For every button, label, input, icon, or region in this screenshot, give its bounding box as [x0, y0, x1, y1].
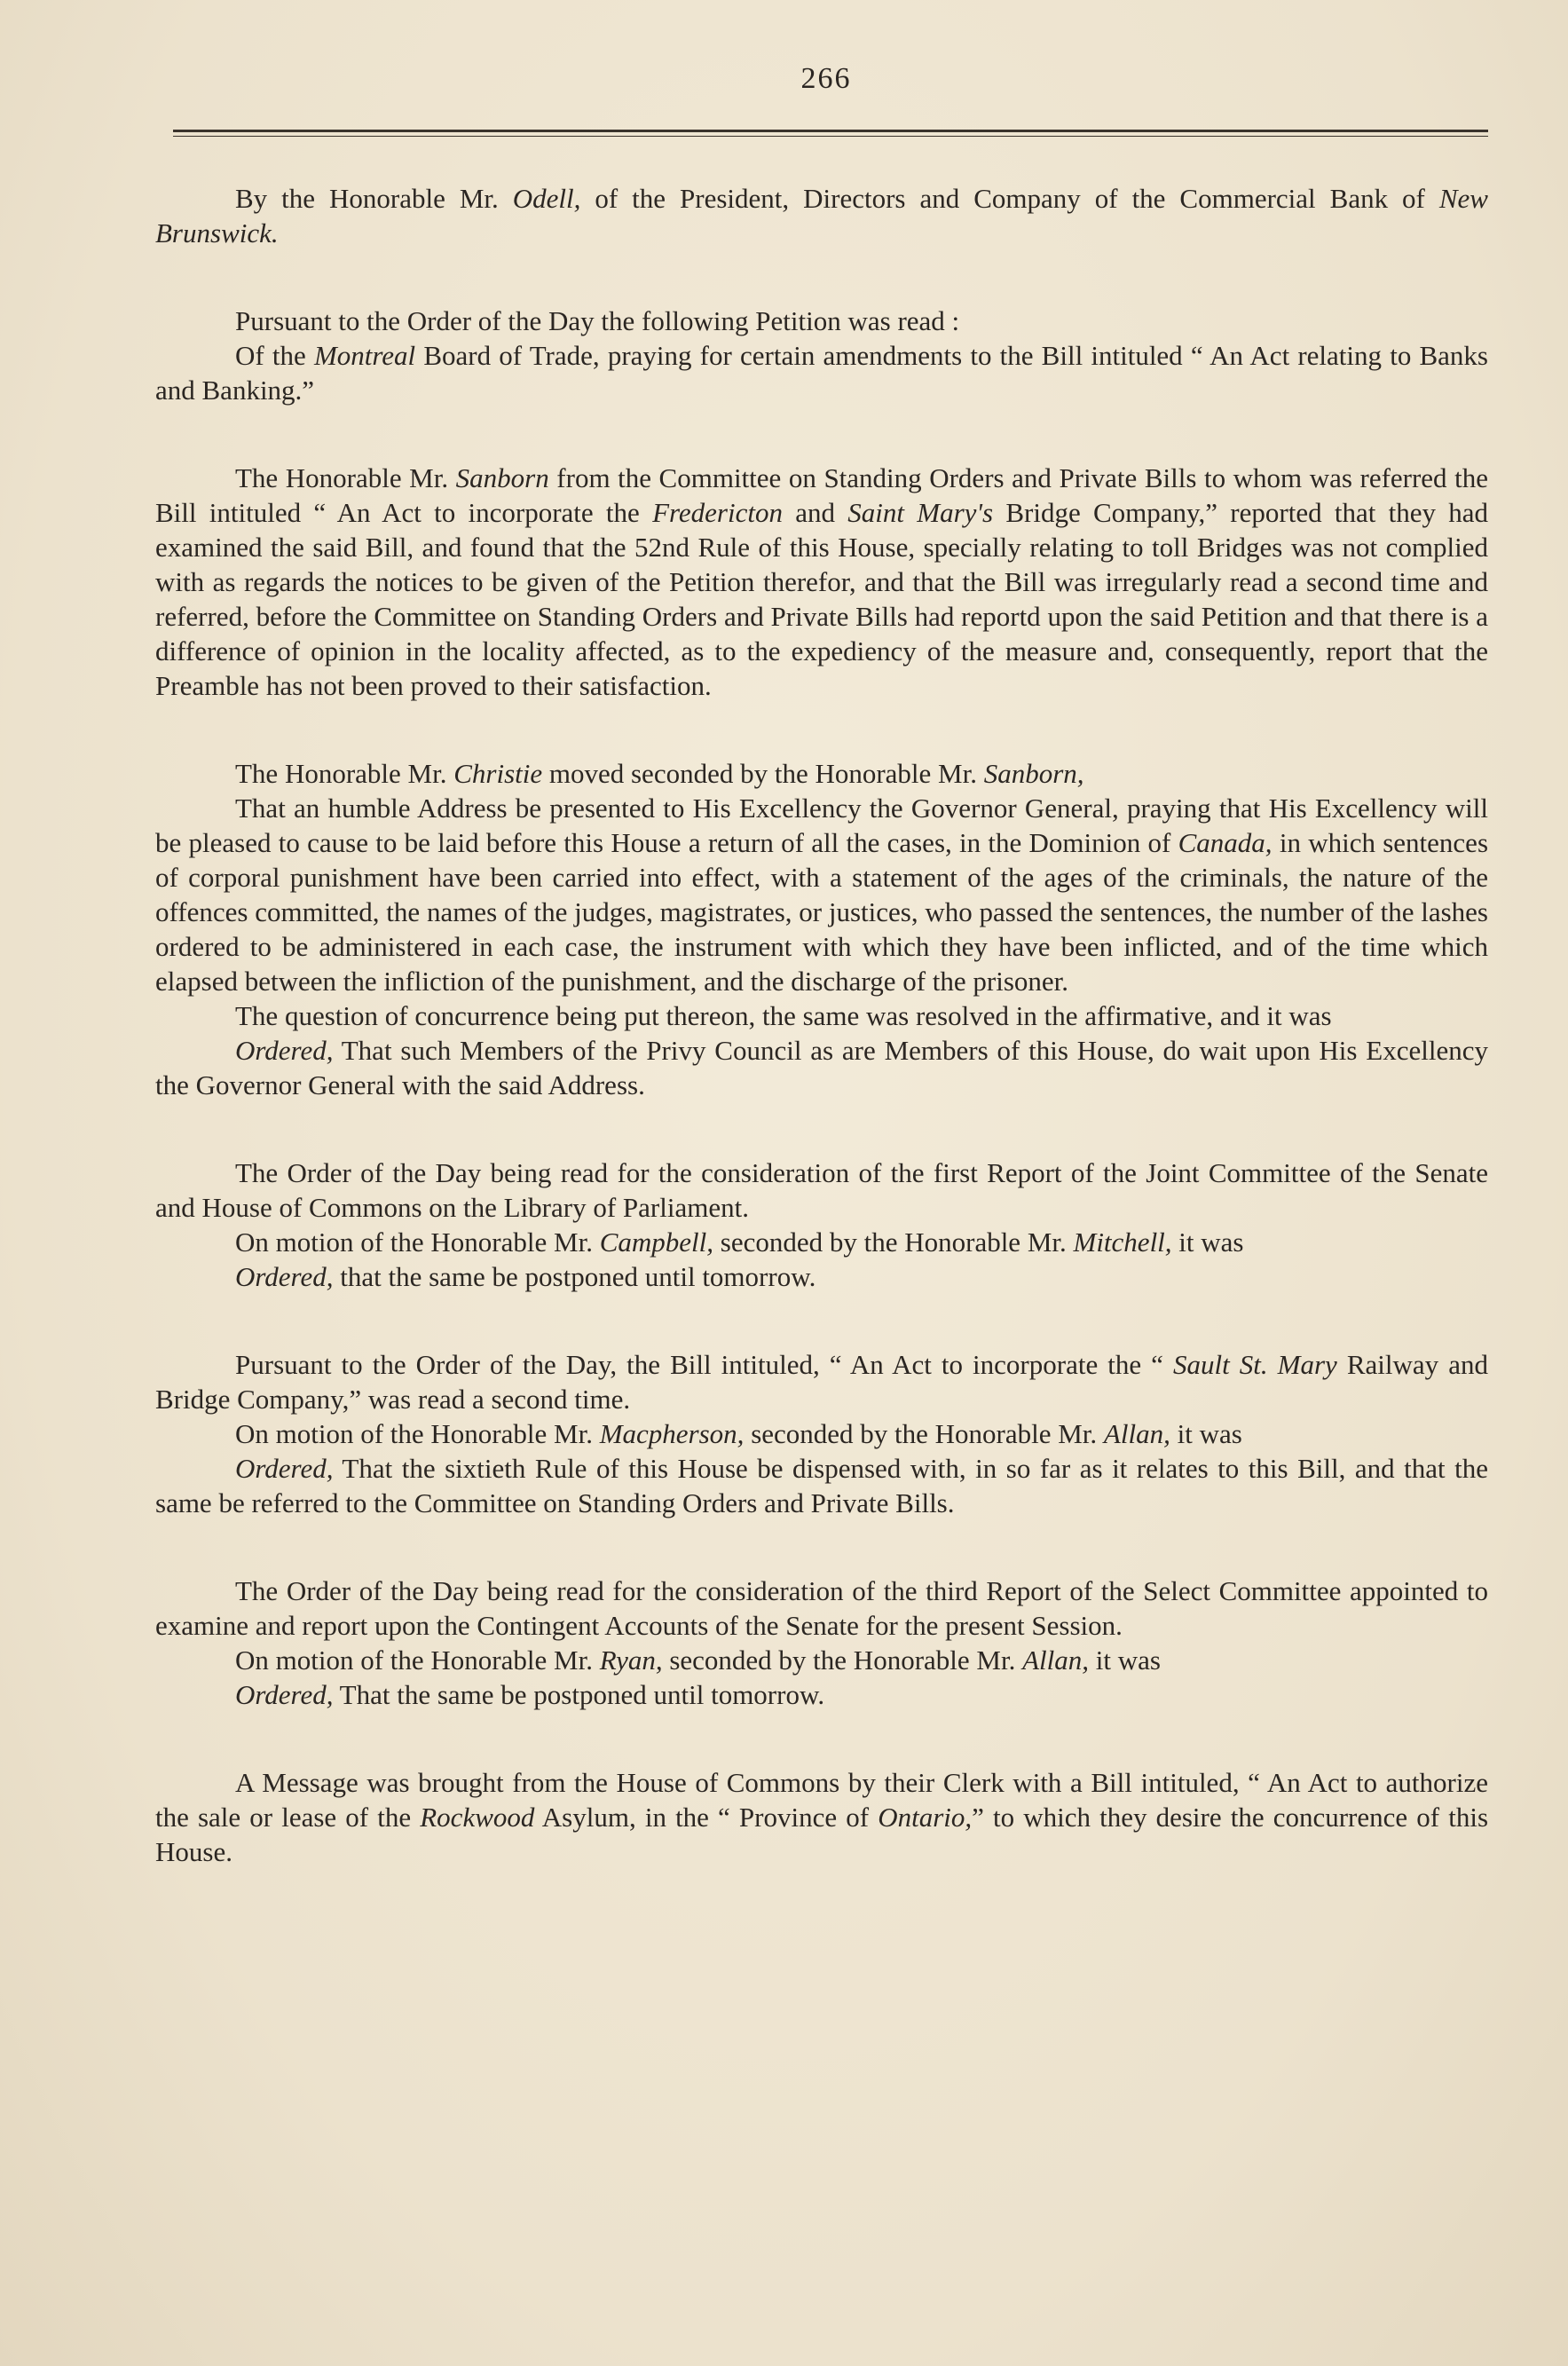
paragraph: [155, 1416, 1488, 1451]
text-run: Board of Trade, praying for certain amendments to the Bill intituled “ An Act relating to Banks and Banking.”: [155, 340, 1488, 406]
italic-text-run: Allan,: [1022, 1644, 1089, 1676]
minutes-entry: [155, 1155, 1488, 1294]
text-run: it was: [1170, 1418, 1242, 1449]
text-run: The Honorable Mr.: [235, 758, 454, 789]
italic-text-run: Campbell,: [599, 1226, 714, 1258]
italic-text-run: New Brunswick.: [155, 183, 1488, 248]
text-run: The Order of the Day being read for the consideration of the third Report of the Select Committee appointed to examine and report upon the Contingent Accounts of the Senate for the present Session.: [155, 1575, 1488, 1641]
italic-text-run: Ordered,: [235, 1679, 334, 1710]
italic-text-run: Saint Mary's: [847, 497, 994, 528]
text-run: That an humble Address be presented to His Excellency the Governor General, praying that His Excellency will be pleased to cause to be laid before this House a return of all the cases, in the Dominion of: [155, 793, 1488, 858]
header-rule: [173, 130, 1488, 137]
italic-text-run: Odell,: [512, 183, 581, 214]
text-run: it was: [1171, 1226, 1244, 1258]
text-run: That the sixtieth Rule of this House be dispensed with, in so far as it relates to this Bill, and that the same be referred to the Committee on Standing Orders and Private Bills.: [155, 1453, 1488, 1518]
text-run: On motion of the Honorable Mr.: [235, 1644, 600, 1676]
paragraph: [155, 998, 1488, 1033]
minutes-entry: [155, 304, 1488, 407]
text-run: it was: [1089, 1644, 1161, 1676]
italic-text-run: Canada,: [1178, 827, 1273, 858]
minutes-entry: [155, 1765, 1488, 1869]
italic-text-run: Macpherson,: [599, 1418, 745, 1449]
italic-text-run: Ordered,: [235, 1261, 334, 1292]
text-run: The Honorable Mr.: [235, 462, 456, 493]
paragraph: [155, 1225, 1488, 1259]
text-run: By the Honorable Mr.: [235, 183, 513, 214]
paragraph: [155, 304, 1488, 338]
text-run: seconded by the Honorable Mr.: [713, 1226, 1074, 1258]
paragraph: [155, 791, 1488, 998]
text-run: Of the: [235, 340, 314, 371]
paragraph: [155, 461, 1488, 703]
text-run: Asylum, in the “ Province of: [534, 1802, 879, 1833]
text-run: ” to which they desire the concurrence of this House.: [155, 1802, 1489, 1867]
page-number: 266: [800, 62, 852, 95]
paragraph: [155, 1573, 1488, 1643]
minutes-entry: [155, 461, 1488, 703]
text-run: That the same be postponed until tomorrow.: [333, 1679, 825, 1710]
paragraph: [155, 338, 1488, 407]
italic-text-run: Fredericton: [652, 497, 783, 528]
italic-text-run: Ordered,: [235, 1035, 334, 1066]
paragraph: [155, 1765, 1488, 1869]
text-run: moved seconded by the Honorable Mr.: [542, 758, 984, 789]
text-run: seconded by the Honorable Mr.: [744, 1418, 1104, 1449]
minutes-entry: [155, 1347, 1488, 1520]
text-run: The Order of the Day being read for the consideration of the first Report of the Joint Committee of the Senate and House of Commons on the Library of Parliament.: [155, 1157, 1488, 1223]
text-run: On motion of the Honorable Mr.: [235, 1418, 600, 1449]
text-run: Railway and Bridge Company,” was read a second time.: [155, 1349, 1488, 1415]
paragraph: [155, 1347, 1488, 1416]
paragraph: [155, 1155, 1488, 1225]
minutes-entry: [155, 1573, 1488, 1712]
italic-text-run: Allan,: [1103, 1418, 1170, 1449]
minutes-entry: [155, 756, 1488, 1102]
text-run: from the Committee on Standing Orders and Private Bills to whom was referred the Bill intituled “ An Act to incorporate the: [155, 462, 1488, 528]
minutes-entry: [155, 181, 1488, 250]
paragraph: [155, 1677, 1488, 1712]
italic-text-run: Sanborn,: [983, 758, 1084, 789]
text-run: Bridge Company,” reported that they had examined the said Bill, and found that the 52nd Rule of this House, specially relating to toll Bridges was not complied with as regards the notices to be given of the Petition therefor, and that the Bill was irregularly read a second time and referred, before the Committee on Standing Orders and Private Bills had reportd upon the said Petition and that there is a difference of opinion in the locality affected, as to the expediency of the measure and, consequently, report that the Preamble has not been proved to their satisfaction.: [155, 497, 1488, 701]
text-run: On motion of the Honorable Mr.: [235, 1226, 600, 1258]
italic-text-run: Sanborn: [455, 462, 549, 493]
text-run: in which sentences of corporal punishment have been carried into effect, with a statement of the ages of the criminals, the nature of the offences committed, the names of the judges, magistrates, or justices, who passed the sentences, the number of the lashes ordered to be administered in each case, the instrument with which they have been inflicted, and of the time which elapsed between the infliction of the punishment, and the discharge of the prisoner.: [155, 827, 1489, 997]
paragraph: [155, 1643, 1488, 1677]
text-run: that the same be postponed until tomorrow.: [333, 1261, 816, 1292]
paragraph: [155, 181, 1488, 250]
text-run: seconded by the Honorable Mr.: [662, 1644, 1023, 1676]
italic-text-run: Ordered,: [235, 1453, 334, 1484]
paragraph: [155, 1451, 1488, 1520]
italic-text-run: Rockwood: [420, 1802, 535, 1833]
paragraph: [155, 756, 1488, 791]
italic-text-run: Christie: [453, 758, 543, 789]
paragraph: [155, 1259, 1488, 1294]
italic-text-run: Montreal: [313, 340, 416, 371]
text-run: Pursuant to the Order of the Day the following Petition was read :: [235, 305, 960, 336]
text-run: The question of concurrence being put thereon, the same was resolved in the affirmative, and it was: [235, 1000, 1332, 1031]
minutes-body: [155, 181, 1488, 1869]
text-run: A Message was brought from the House of Commons by their Clerk with a Bill intituled, “ An Act to authorize the sale or lease of the: [155, 1767, 1488, 1833]
text-run: That such Members of the Privy Council as are Members of this House, do wait upon His Excellency the Governor General with the said Address.: [155, 1035, 1488, 1100]
italic-text-run: Ryan,: [599, 1644, 663, 1676]
text-run: and: [782, 497, 848, 528]
paragraph: [155, 1033, 1488, 1102]
italic-text-run: Mitchell,: [1073, 1226, 1172, 1258]
italic-text-run: Sault St. Mary: [1172, 1349, 1337, 1380]
italic-text-run: Ontario,: [878, 1802, 973, 1833]
text-run: Pursuant to the Order of the Day, the Bill intituled, “ An Act to incorporate the “: [235, 1349, 1173, 1380]
text-run: of the President, Directors and Company of the Commercial Bank of: [580, 183, 1439, 214]
